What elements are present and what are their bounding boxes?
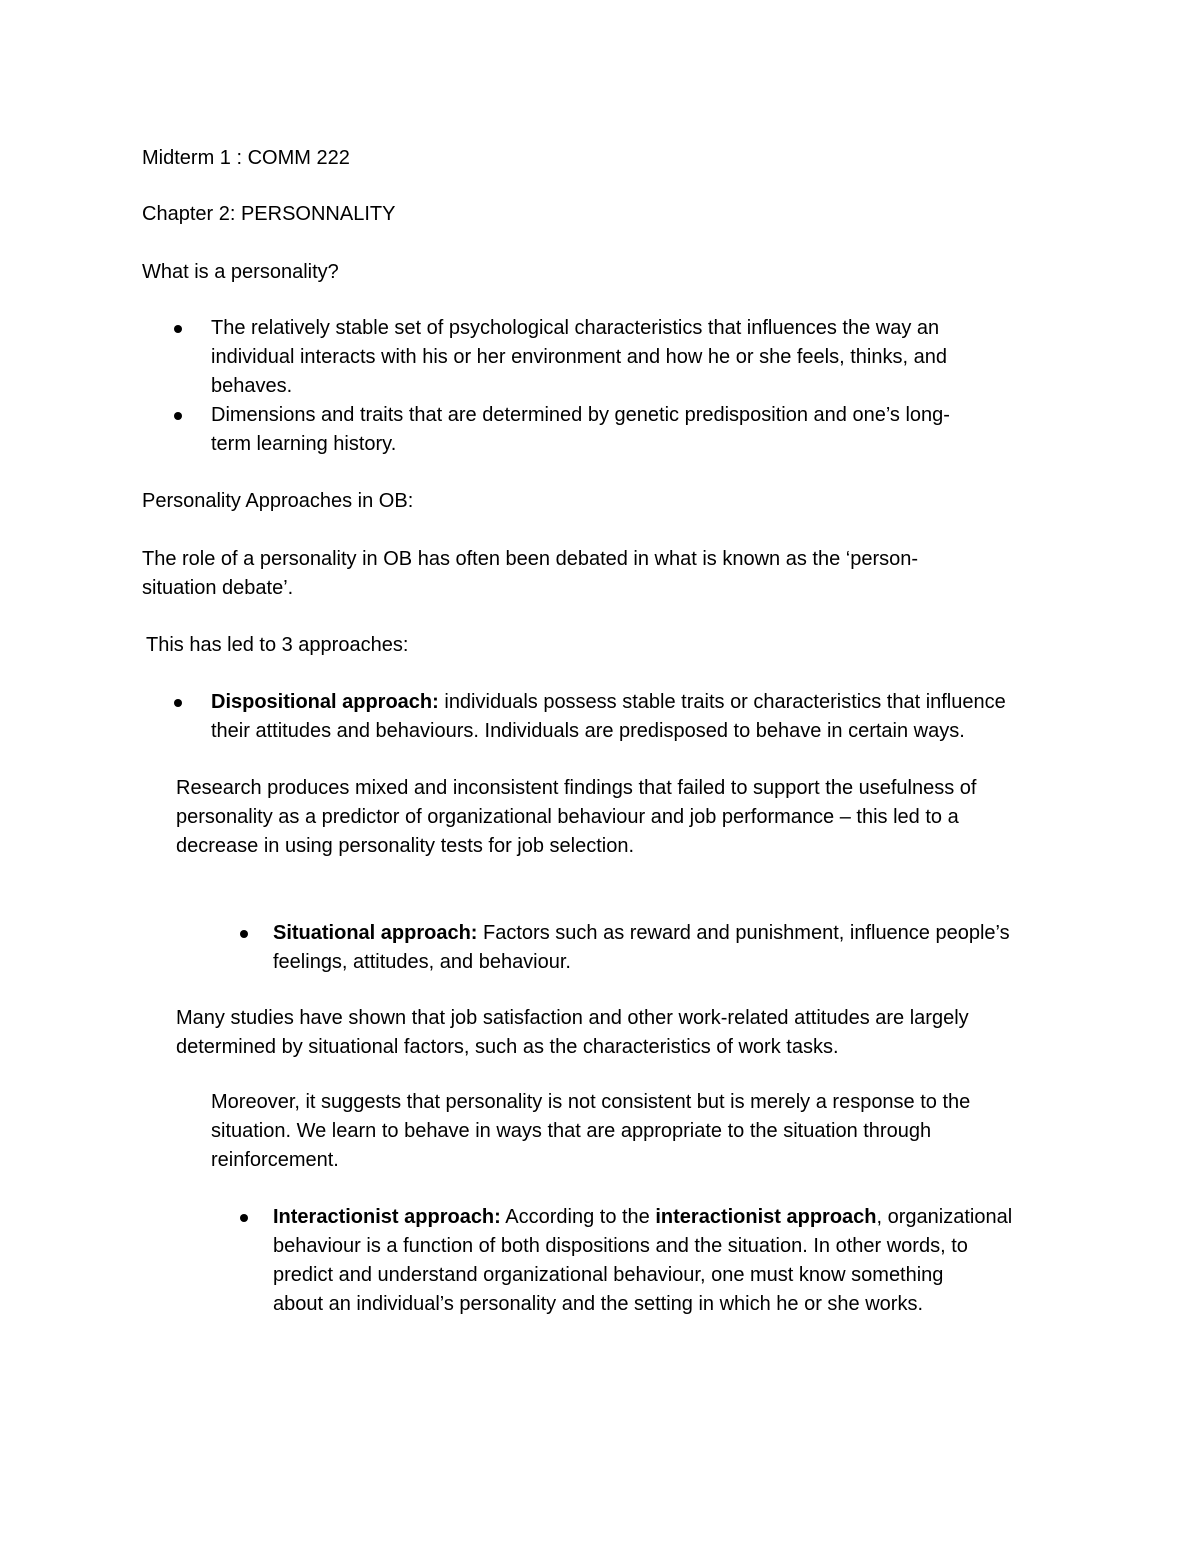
research-paragraph-line-3: decrease in using personality tests for job selection. <box>176 835 635 857</box>
interactionist-line-1 <box>273 1203 1012 1232</box>
question-heading <box>142 258 339 287</box>
debate-paragraph <box>142 545 918 603</box>
interactionist-line-1-mid: According to the <box>500 1206 656 1228</box>
definition-bullet-1 <box>211 314 947 401</box>
moreover-paragraph <box>211 1088 970 1175</box>
situational-line-2: feelings, attitudes, and behaviour. <box>273 951 571 973</box>
bullet-icon <box>240 930 248 938</box>
approaches-intro-text: This has led to 3 approaches: <box>146 634 409 656</box>
interactionist-line-4: about an individual’s personality and the setting in which he or she works. <box>273 1293 924 1315</box>
interactionist-line-2: behaviour is a function of both dispositions and the situation. In other words, to <box>273 1235 968 1257</box>
document-title <box>142 144 350 173</box>
interactionist-line-3: predict and understand organizational behaviour, one must know something <box>273 1264 944 1286</box>
approaches-heading-text: Personality Approaches in OB: <box>142 490 414 512</box>
research-paragraph <box>176 774 976 861</box>
studies-paragraph <box>176 1004 969 1062</box>
definition-bullet-1-line-3: behaves. <box>211 375 293 397</box>
situational-line-1 <box>273 919 1010 948</box>
interactionist-line-1-rest: , organizational <box>876 1206 1013 1228</box>
definition-bullet-2-line-2: term learning history. <box>211 433 397 455</box>
situational-approach-bullet <box>273 919 1010 977</box>
research-paragraph-line-2: personality as a predictor of organizational behaviour and job performance – this led to a <box>176 806 959 828</box>
dispositional-approach-bullet <box>211 688 1006 746</box>
moreover-paragraph-line-1: Moreover, it suggests that personality is not consistent but is merely a response to the <box>211 1091 971 1113</box>
research-paragraph-line-1: Research produces mixed and inconsistent findings that failed to support the usefulness of <box>176 777 977 799</box>
chapter-heading <box>142 200 395 229</box>
interactionist-term-2: interactionist approach <box>655 1206 877 1228</box>
moreover-paragraph-line-2: situation. We learn to behave in ways that are appropriate to the situation through <box>211 1120 932 1142</box>
chapter-heading-text: Chapter 2: PERSONNALITY <box>142 203 396 225</box>
bullet-icon <box>174 412 182 420</box>
interactionist-approach-bullet <box>273 1203 1012 1319</box>
situational-line-1-rest: Factors such as reward and punishment, influence people’s <box>477 922 1010 944</box>
debate-paragraph-line-2: situation debate’. <box>142 577 294 599</box>
definition-bullet-2 <box>211 401 950 459</box>
definition-bullet-1-line-1: The relatively stable set of psychological characteristics that influences the way an <box>211 317 940 339</box>
situational-term: Situational approach: <box>273 922 478 944</box>
definition-bullet-1-line-2: individual interacts with his or her environment and how he or she feels, thinks, and <box>211 346 947 368</box>
bullet-icon <box>174 699 182 707</box>
interactionist-term: Interactionist approach: <box>273 1206 501 1228</box>
approaches-intro <box>146 631 408 660</box>
dispositional-line-2: their attitudes and behaviours. Individuals are predisposed to behave in certain ways. <box>211 720 965 742</box>
debate-paragraph-line-1: The role of a personality in OB has often been debated in what is known as the ‘person- <box>142 548 919 570</box>
bullet-icon <box>174 325 182 333</box>
moreover-paragraph-line-3: reinforcement. <box>211 1149 339 1171</box>
dispositional-term: Dispositional approach: <box>211 691 439 713</box>
document-title-text: Midterm 1 : COMM 222 <box>142 147 350 169</box>
studies-paragraph-line-2: determined by situational factors, such as the characteristics of work tasks. <box>176 1036 839 1058</box>
dispositional-line-1 <box>211 688 1006 717</box>
question-heading-text: What is a personality? <box>142 261 339 283</box>
studies-paragraph-line-1: Many studies have shown that job satisfaction and other work-related attitudes are largely <box>176 1007 969 1029</box>
approaches-heading <box>142 487 413 516</box>
dispositional-line-1-rest: individuals possess stable traits or characteristics that influence <box>438 691 1006 713</box>
bullet-icon <box>240 1214 248 1222</box>
definition-bullet-2-line-1: Dimensions and traits that are determined by genetic predisposition and one’s long- <box>211 404 950 426</box>
